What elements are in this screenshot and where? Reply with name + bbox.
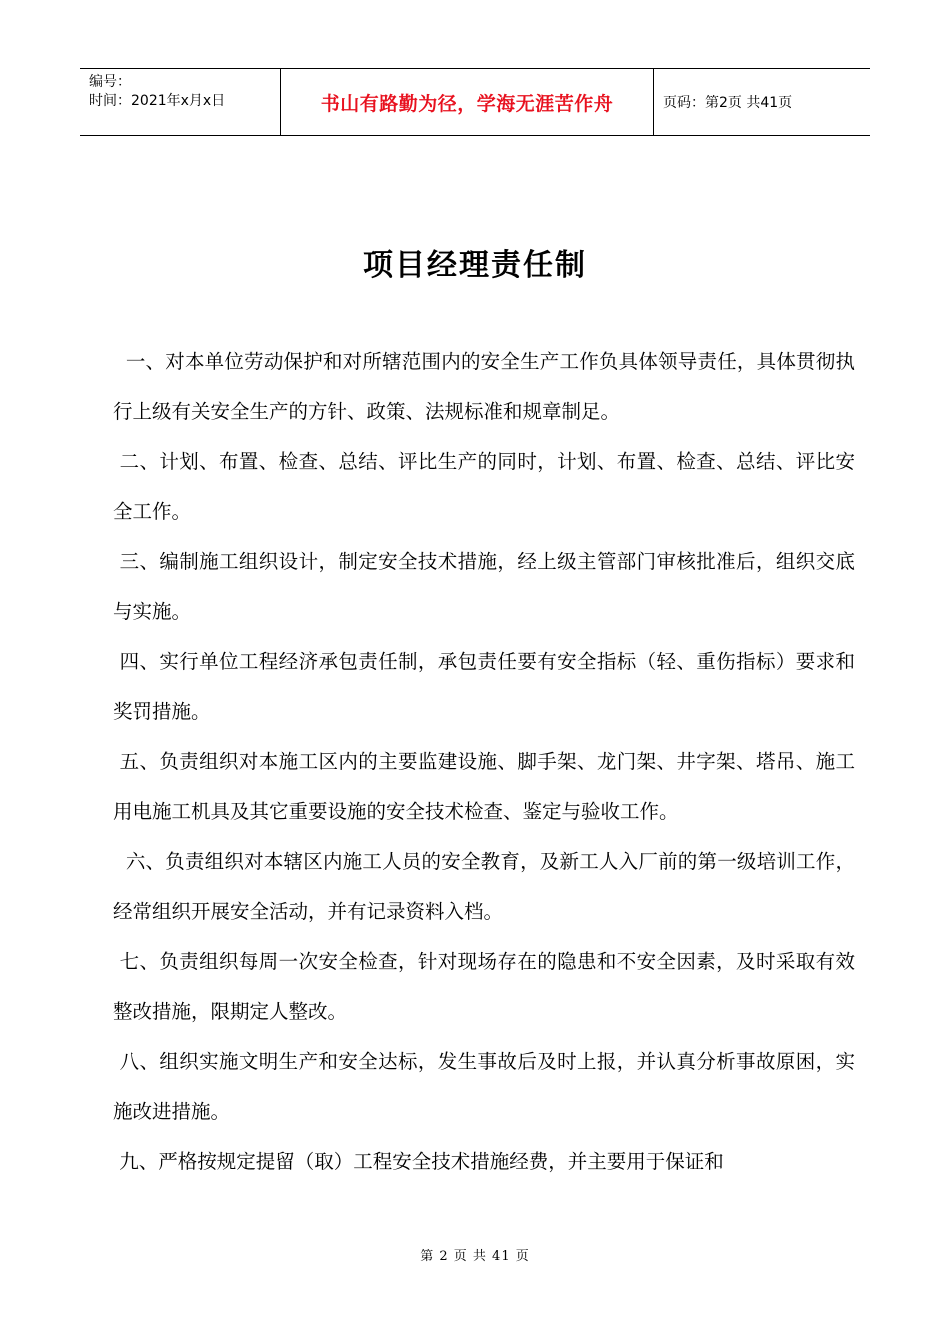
document-time-label: 时间：2021年x月x日 [89, 93, 226, 109]
header-page-number: 页码：第2页 共41页 [663, 95, 793, 111]
paragraph: 三、编制施工组织设计，制定安全技术措施，经上级主管部门审核批准后，组织交底与实施。 [113, 550, 855, 623]
paragraph: 五、负责组织对本施工区内的主要监建设施、脚手架、龙门架、井字架、塔吊、施工用电施工机具及其它重要设施的安全技术检查、鉴定与验收工作。 [113, 750, 855, 823]
page-header [80, 68, 870, 136]
document-title: 项目经理责任制 [363, 248, 587, 283]
paragraph: 一、对本单位劳动保护和对所辖范围内的安全生产工作负具体领导责任，具体贯彻执行上级有关安全生产的方针、政策、法规标准和规章制足。 [113, 350, 855, 423]
header-info-cell [80, 69, 281, 135]
paragraph: 八、组织实施文明生产和安全达标，发生事故后及时上报，并认真分析事故原困，实施改进措施。 [113, 1050, 855, 1123]
paragraph: 九、严格按规定提留（取）工程安全技术措施经费，并主要用于保证和 [113, 1150, 724, 1173]
paragraph: 四、实行单位工程经济承包责任制，承包责任要有安全指标（轻、重伤指标）要求和奖罚措施。 [113, 650, 855, 723]
header-motto: 书山有路勤为径，学海无涯苦作舟 [281, 69, 654, 135]
document-number-label: 编号： [89, 74, 131, 90]
page-footer: 第 2 页 共 41 页 [420, 1249, 530, 1264]
document-body [113, 337, 855, 1187]
paragraph: 七、负责组织每周一次安全检查，针对现场存在的隐患和不安全因素，及时采取有效整改措施，限期定人整改。 [113, 950, 855, 1023]
paragraph: 六、负责组织对本辖区内施工人员的安全教育，及新工人入厂前的第一级培训工作，经常组织开展安全活动，并有记录资料入档。 [113, 850, 855, 923]
paragraph: 二、计划、布置、检查、总结、评比生产的同时，计划、布置、检查、总结、评比安全工作。 [113, 450, 855, 523]
